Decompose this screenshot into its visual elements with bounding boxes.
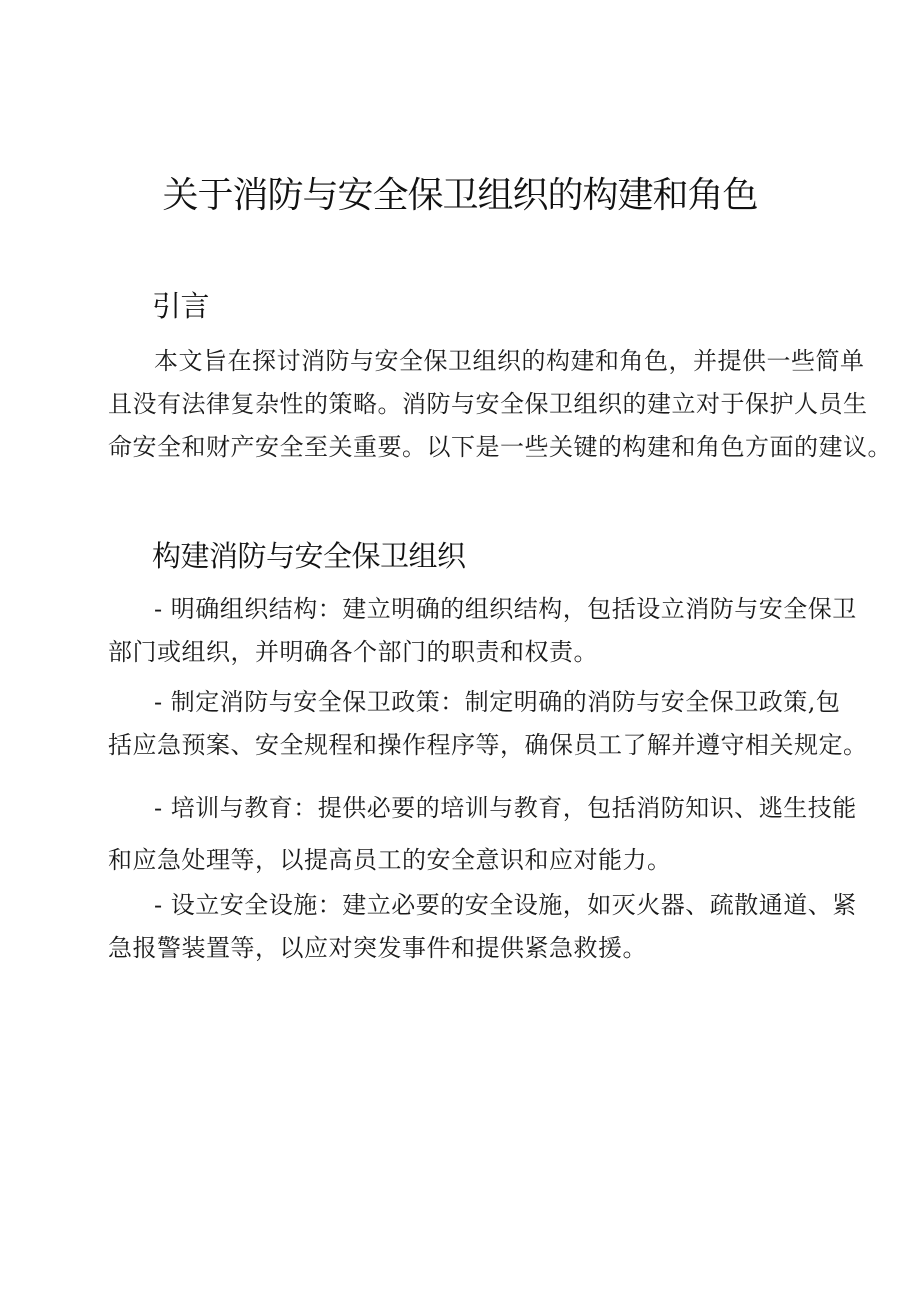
section-heading-intro: 引言 <box>152 289 210 323</box>
bullet-line: 和应急处理等，以提高员工的安全意识和应对能力。 <box>108 846 672 874</box>
document-title: 关于消防与安全保卫组织的构建和角色 <box>162 175 758 216</box>
bullet-line: - 制定消防与安全保卫政策：制定明确的消防与安全保卫政策,包 <box>154 688 841 716</box>
bullet-line: - 培训与教育：提供必要的培训与教育，包括消防知识、逃生技能 <box>154 794 857 822</box>
bullet-line: 急报警装置等，以应对突发事件和提供紧急救援。 <box>108 934 647 962</box>
paragraph-line: 且没有法律复杂性的策略。消防与安全保卫组织的建立对于保护人员生 <box>108 390 868 418</box>
bullet-line: 括应急预案、安全规程和操作程序等，确保员工了解并遵守相关规定。 <box>108 731 868 759</box>
paragraph-line: 命安全和财产安全至关重要。以下是一些关键的构建和角色方面的建议。 <box>108 433 892 461</box>
bullet-item <box>108 782 857 886</box>
intro-paragraph <box>108 340 892 469</box>
section-heading-build: 构建消防与安全保卫组织 <box>152 539 466 573</box>
bullet-line: - 明确组织结构：建立明确的组织结构，包括设立消防与安全保卫 <box>154 595 857 623</box>
bullet-item <box>108 884 857 970</box>
bullet-item <box>108 588 857 674</box>
bullet-line: 部门或组织，并明确各个部门的职责和权责。 <box>108 638 598 666</box>
bullet-item <box>108 681 868 767</box>
bullet-line: - 设立安全设施：建立必要的安全设施，如灭火器、疏散通道、紧 <box>154 891 857 919</box>
paragraph-line: 本文旨在探讨消防与安全保卫组织的构建和角色，并提供一些简单 <box>154 347 865 375</box>
